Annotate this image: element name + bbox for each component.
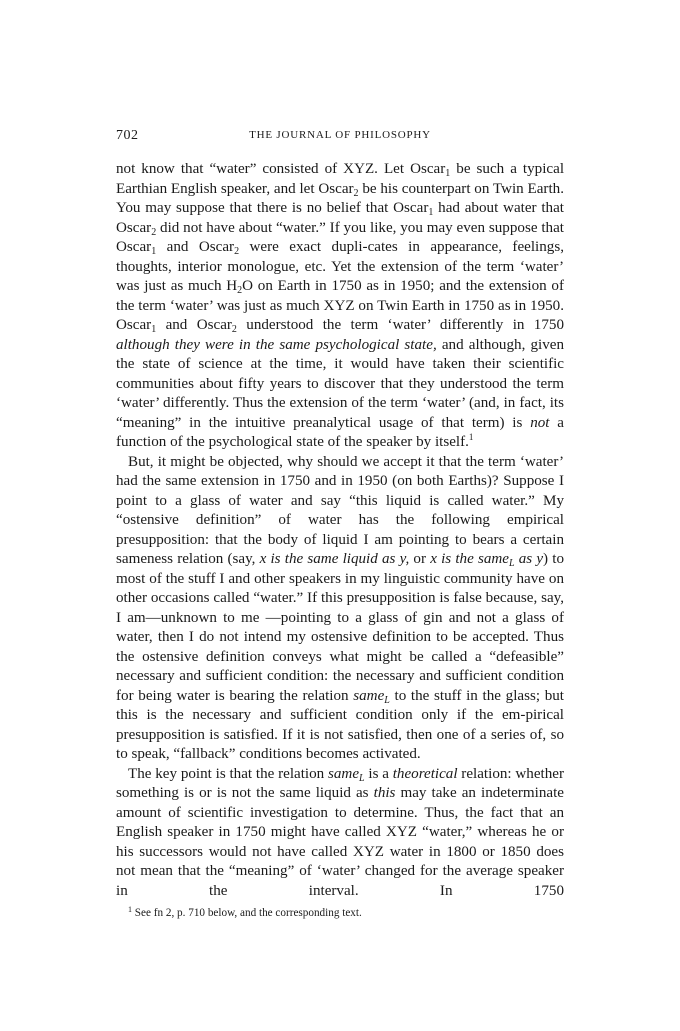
footnote-reference: 1 — [468, 432, 474, 442]
subscript: 2 — [353, 187, 359, 199]
text-run: The key point is that the relation — [128, 765, 328, 782]
subscript: 2 — [231, 324, 237, 335]
italic-run: this — [373, 785, 396, 801]
subscript: 2 — [234, 246, 240, 257]
body-text — [116, 160, 564, 901]
text-run: did not have about “water.” If you like, you may even suppose that Oscar — [116, 219, 564, 255]
italic-run: not — [530, 414, 550, 431]
italic-run: although they were in the same psychological state, — [116, 336, 437, 353]
text-run: had about water that Oscar — [116, 200, 564, 236]
text-run: to the stuff in the glass; but this is the necessary and sufficient condition only if the em-pirical presupposition is satisfied. If it is not satisfied, then one of a series of, so to speak, “fallback” conditions becomes activated. — [116, 687, 564, 762]
italic-run: same — [328, 765, 360, 782]
subscript: 2 — [151, 226, 157, 238]
footnote — [128, 906, 558, 920]
text-run: be such a typical Earthian English speaker, and let Oscar — [116, 161, 565, 197]
page-number: 702 — [116, 128, 139, 143]
italic-run: as y — [514, 551, 544, 567]
subscript: 1 — [428, 207, 434, 218]
page-header — [116, 128, 564, 148]
text-run: a function of the psychological state of the speaker by itself. — [116, 414, 564, 450]
paragraph — [116, 160, 564, 453]
text-run: is a — [364, 765, 393, 782]
subscript: 1 — [151, 246, 157, 257]
text-run: understood the term ‘water’ differently in 1750 — [236, 317, 564, 333]
text-run: ) to most of the stuff I and other speakers in my linguistic community have on other occasions called “water.” If this presupposition is false because, say, I am—unknown to me —pointing to a glass of gin and not a glass of water, then I do not intend my ostensive definition to be accepted. Thus the ostensive definition conveys what might be called a “defeasible” necessary and sufficient condition: the necessary and sufficient condition for being water is bearing the relation — [116, 551, 564, 704]
paragraph — [116, 765, 564, 902]
italic-run: x is the same — [430, 551, 509, 567]
paragraph — [116, 453, 564, 765]
italic-subscript: L — [384, 694, 390, 706]
italic-run: theoretical — [392, 765, 458, 782]
text-run: may take an indeterminate amount of scientific investigation to determine. Thus, the fact that an English speaker in 1750 might have called XYZ “water,” whereas he or his successors would not have called XYZ water in 1800 or 1850 does not mean that the “meaning” of ‘water’ changed for the average speaker in the interval. In 1750 — [116, 785, 565, 899]
text-run: not know that “water” consisted of XYZ. Let Oscar — [116, 161, 446, 177]
footnote-text: See fn 2, p. 710 below, and the corresponding text. — [132, 907, 362, 919]
text-run: and although, given the state of science at the time, it would have taken their scientific communities about fifty years to discover that they understood the term ‘water’ differently. Thus the extension of the term ‘water’ (and, in fact, its “meaning” in the intuitive preanalytical usage of that term) is — [116, 336, 564, 431]
text-run: and Oscar — [156, 317, 232, 333]
subscript: 2 — [237, 285, 243, 296]
text-run: relation: whether something is or is not the same liquid as — [116, 765, 564, 801]
text-run: But, it might be objected, why should we accept it that the term ‘water’ had the same extension in 1750 and in 1950 (on both Earths)? Suppose I point to a glass of water and say “this liquid is called water.” My “ostensive definition” of water has the following empirical presupposition: that the body of liquid I am pointing to bears a certain sameness relation (say, — [116, 453, 564, 567]
subscript: 1 — [445, 168, 451, 179]
italic-subscript: L — [508, 558, 515, 569]
italic-run: x is the same liquid as y, — [259, 551, 410, 567]
text-run: and Oscar — [156, 239, 235, 255]
subscript: 1 — [151, 324, 157, 335]
text-run: were exact dupli-cates in appearance, feelings, thoughts, interior monologue, etc. Yet the extension of the term ‘water’ was just as much H — [116, 239, 564, 294]
italic-subscript: L — [359, 772, 365, 784]
text-run: be his counterpart on Twin Earth. You may suppose that there is no belief that Oscar — [116, 180, 564, 216]
italic-run: same — [353, 687, 385, 704]
running-head: THE JOURNAL OF PHILOSOPHY — [249, 129, 431, 141]
footnote-marker: 1 — [128, 905, 132, 914]
text-run: O on Earth in 1750 as in 1950; and the extension of the term ‘water’ was just as much XYZ on Twin Earth in 1750 as in 1950. Oscar — [116, 278, 564, 333]
text-run: or — [409, 551, 431, 567]
